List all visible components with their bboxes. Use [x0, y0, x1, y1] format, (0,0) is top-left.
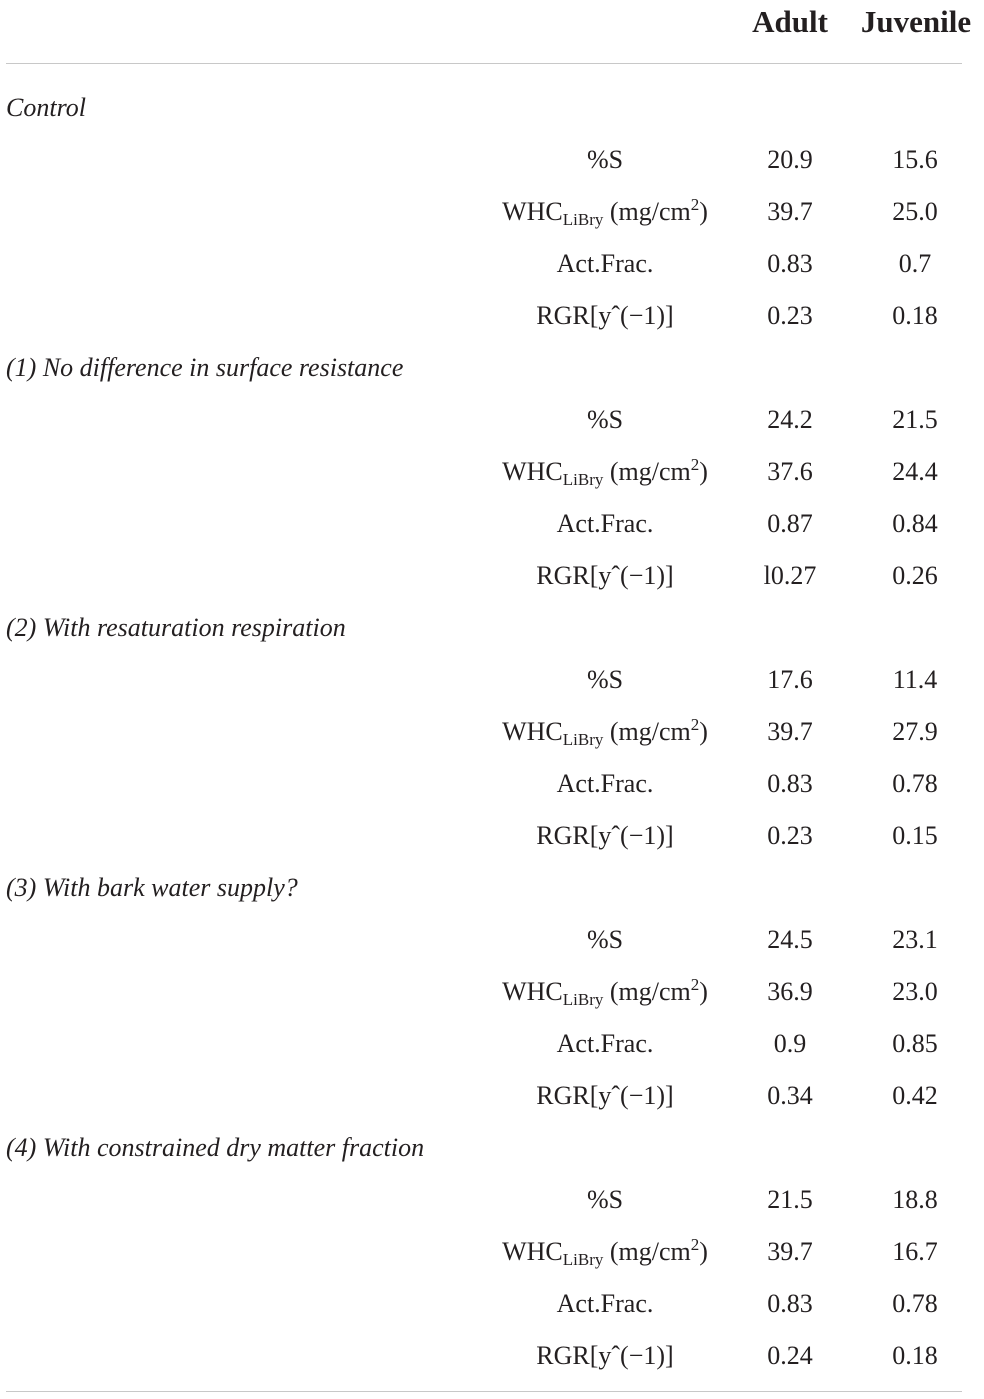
- cell-juvenile: 0.7: [898, 249, 932, 278]
- row-label-rgr: RGR[yˆ(−1)]: [536, 1341, 674, 1370]
- cell-adult: 17.6: [767, 665, 813, 694]
- whc-label-subscript: LiBry: [562, 1250, 604, 1269]
- cell-adult: 0.24: [767, 1341, 813, 1370]
- whc-label-main: WHC: [502, 717, 563, 746]
- row-label-rgr: RGR[yˆ(−1)]: [536, 301, 674, 330]
- whc-label-main: WHC: [502, 1237, 563, 1266]
- whc-label-subscript: LiBry: [562, 470, 604, 489]
- row-label-whc: [460, 192, 750, 232]
- cell-adult: 0.34: [767, 1081, 813, 1110]
- row-label-whc: [460, 1232, 750, 1272]
- cell-juvenile: 0.15: [892, 821, 938, 850]
- group-title: (2) With resaturation respiration: [6, 613, 346, 642]
- group-title: (3) With bark water supply?: [6, 873, 298, 902]
- cell-juvenile: 24.4: [892, 457, 938, 486]
- cell-adult: 0.23: [767, 301, 813, 330]
- cell-juvenile: 25.0: [892, 197, 938, 226]
- whc-label-subscript: LiBry: [562, 990, 604, 1009]
- cell-juvenile: 0.18: [892, 301, 938, 330]
- group-title: (4) With constrained dry matter fraction: [6, 1133, 425, 1162]
- whc-unit-pre: (mg/cm: [603, 457, 691, 486]
- whc-unit-post: ): [699, 717, 708, 746]
- cell-adult: 37.6: [767, 457, 813, 486]
- cell-juvenile: 0.18: [892, 1341, 938, 1370]
- whc-label-main: WHC: [502, 977, 563, 1006]
- cell-adult: 39.7: [767, 197, 813, 226]
- whc-unit-pre: (mg/cm: [603, 977, 691, 1006]
- header-rule: [6, 63, 962, 64]
- cell-adult: l0.27: [763, 561, 817, 590]
- whc-unit-pre: (mg/cm: [603, 197, 691, 226]
- whc-label-main: WHC: [502, 197, 563, 226]
- cell-adult: 0.83: [767, 249, 813, 278]
- cell-juvenile: 0.42: [892, 1081, 938, 1110]
- cell-adult: 39.7: [767, 1237, 813, 1266]
- cell-adult: 39.7: [767, 717, 813, 746]
- whc-label-subscript: LiBry: [562, 730, 604, 749]
- cell-juvenile: 0.78: [892, 769, 938, 798]
- whc-label-main: WHC: [502, 457, 563, 486]
- cell-juvenile: 0.26: [892, 561, 938, 590]
- row-label-percent-s: %S: [586, 665, 624, 694]
- whc-unit-post: ): [699, 457, 708, 486]
- whc-unit-pre: (mg/cm: [603, 717, 691, 746]
- row-label-rgr: RGR[yˆ(−1)]: [536, 1081, 674, 1110]
- row-label-rgr: RGR[yˆ(−1)]: [536, 821, 674, 850]
- row-label-percent-s: %S: [586, 405, 624, 434]
- cell-adult: 0.9: [773, 1029, 807, 1058]
- row-label-act-frac: Act.Frac.: [556, 509, 654, 538]
- cell-adult: 36.9: [767, 977, 813, 1006]
- cell-juvenile: 0.78: [892, 1289, 938, 1318]
- group-title: (1) No difference in surface resistance: [6, 353, 404, 382]
- group-title: Control: [6, 93, 86, 122]
- row-label-percent-s: %S: [586, 925, 624, 954]
- cell-juvenile: 0.84: [892, 509, 938, 538]
- cell-juvenile: 18.8: [892, 1185, 938, 1214]
- cell-juvenile: 11.4: [892, 665, 938, 694]
- row-label-rgr: RGR[yˆ(−1)]: [536, 561, 674, 590]
- cell-adult: 0.87: [767, 509, 813, 538]
- whc-unit-superscript: 2: [690, 975, 700, 994]
- row-label-act-frac: Act.Frac.: [556, 1029, 654, 1058]
- cell-adult: 21.5: [767, 1185, 813, 1214]
- cell-adult: 24.2: [767, 405, 813, 434]
- row-label-act-frac: Act.Frac.: [556, 769, 654, 798]
- cell-juvenile: 15.6: [892, 145, 938, 174]
- whc-unit-pre: (mg/cm: [603, 1237, 691, 1266]
- cell-adult: 24.5: [767, 925, 813, 954]
- row-label-act-frac: Act.Frac.: [556, 249, 654, 278]
- column-header-juvenile: Juvenile: [860, 4, 972, 39]
- whc-unit-post: ): [699, 197, 708, 226]
- whc-unit-superscript: 2: [690, 195, 700, 214]
- row-label-act-frac: Act.Frac.: [556, 1289, 654, 1318]
- cell-adult: 0.83: [767, 769, 813, 798]
- cell-juvenile: 0.85: [892, 1029, 938, 1058]
- bottom-rule: [6, 1391, 962, 1392]
- row-label-whc: [460, 712, 750, 752]
- cell-adult: 0.83: [767, 1289, 813, 1318]
- whc-label-subscript: LiBry: [562, 210, 604, 229]
- row-label-whc: [460, 972, 750, 1012]
- cell-juvenile: 23.1: [892, 925, 938, 954]
- row-label-percent-s: %S: [586, 145, 624, 174]
- cell-adult: 20.9: [767, 145, 813, 174]
- cell-adult: 0.23: [767, 821, 813, 850]
- whc-unit-superscript: 2: [690, 455, 700, 474]
- cell-juvenile: 23.0: [892, 977, 938, 1006]
- row-label-whc: [460, 452, 750, 492]
- cell-juvenile: 16.7: [892, 1237, 938, 1266]
- cell-juvenile: 27.9: [892, 717, 938, 746]
- whc-unit-post: ): [699, 1237, 708, 1266]
- whc-unit-superscript: 2: [690, 1235, 700, 1254]
- whc-unit-post: ): [699, 977, 708, 1006]
- whc-unit-superscript: 2: [690, 715, 700, 734]
- column-header-adult: Adult: [752, 4, 828, 39]
- row-label-percent-s: %S: [586, 1185, 624, 1214]
- cell-juvenile: 21.5: [892, 405, 938, 434]
